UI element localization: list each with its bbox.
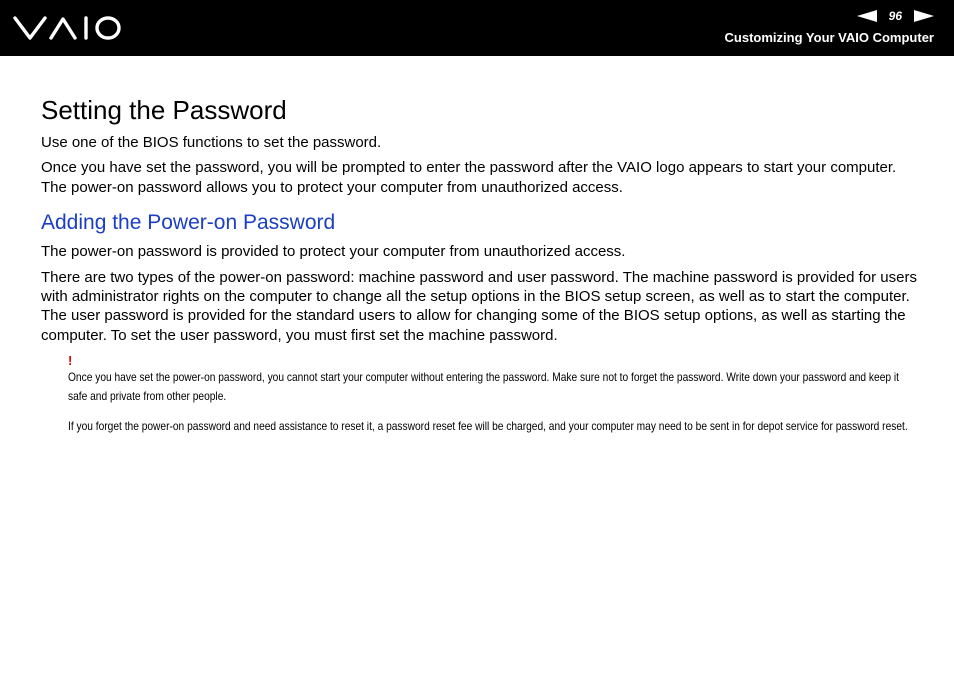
vaio-logo xyxy=(13,14,121,42)
intro-paragraph: Once you have set the password, you will be prompted to enter the password after the VAIO logo appears to start your computer. The power-on password allows you to protect your computer from unauthorized access. xyxy=(41,159,897,196)
section-heading: Adding the Power-on Password xyxy=(41,211,336,235)
section-title: Customizing Your VAIO Computer xyxy=(724,30,934,45)
warning-marker: ! xyxy=(68,353,73,369)
page-title: Setting the Password xyxy=(41,95,287,125)
body-paragraph: The power-on password is provided to protect your computer from unauthorized access. xyxy=(41,243,626,261)
left-arrow-icon[interactable] xyxy=(857,10,877,22)
intro-paragraph: Use one of the BIOS functions to set the password. xyxy=(41,134,382,151)
warning-note xyxy=(68,353,914,436)
page-number: 96 xyxy=(888,9,902,23)
body-paragraph: There are two types of the power-on password: machine password and user password. The machine password is provided for users with administrator rights on the computer to change all the setup options in the BIOS setup screen, as well as to start the computer. The user password is provided for the standard users to allow for changing some of the BIOS setup options, as well as starting the computer. To set the user password, you must first set the machine password. xyxy=(41,268,917,344)
header-bar xyxy=(0,0,954,56)
note-paragraph: If you forget the power-on password and need assistance to reset it, a password reset fee will be charged, and your computer may need to be sent in for depot service for password reset. xyxy=(68,419,908,434)
note-paragraph: Once you have set the power-on password, you cannot start your computer without entering the password. Make sure not to forget the password. Write down your password and keep it safe and private from other people. xyxy=(68,370,899,404)
right-arrow-icon[interactable] xyxy=(914,10,934,22)
page-navigation xyxy=(857,7,934,25)
main-content xyxy=(41,94,921,436)
